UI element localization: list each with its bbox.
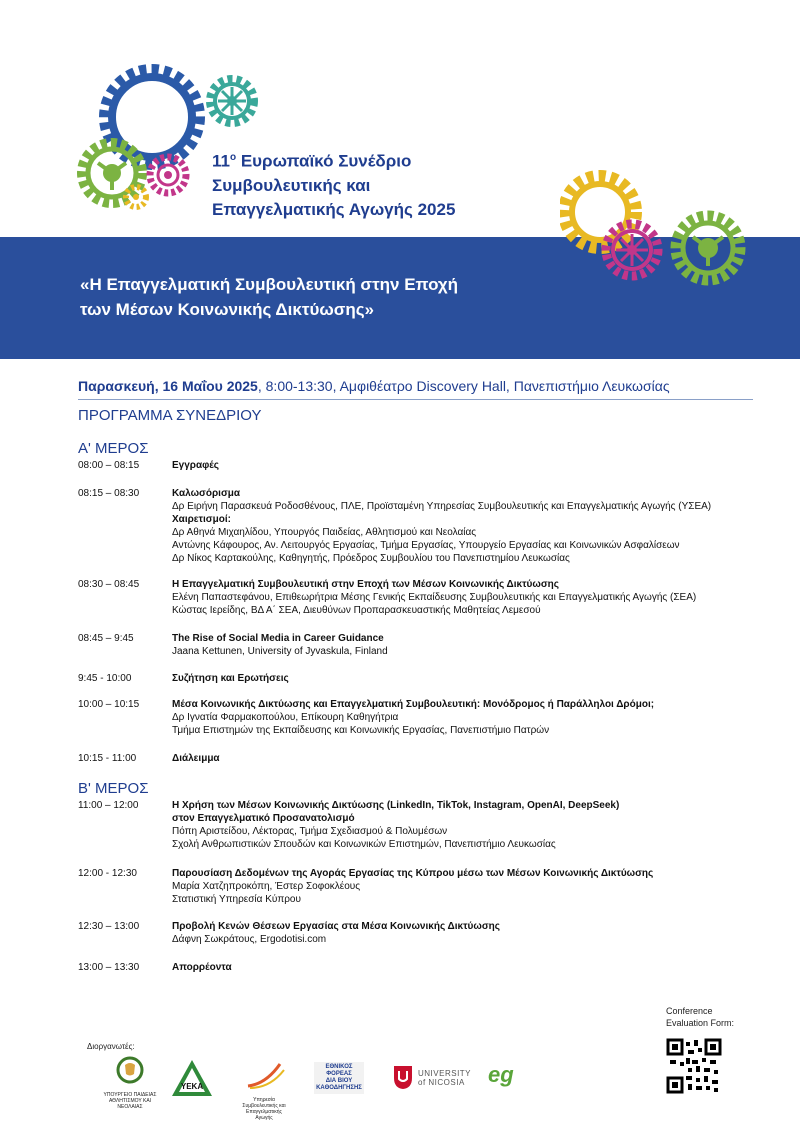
unic-text-2: of NICOSIA xyxy=(418,1078,465,1087)
speaker-line: Τμήμα Επιστημών της Εκπαίδευσης και Κοινωνικής Εργασίας, Πανεπιστήμιο Πατρών xyxy=(172,725,550,736)
gear-icon xyxy=(564,176,636,248)
speaker-line: Μαρία Χατζηπροκόπη, Έστερ Σοφοκλέους xyxy=(172,881,361,892)
event-time-venue: , 8:00-13:30, Αμφιθέατρο Discovery Hall, Πανεπιστήμιο Λευκωσίας xyxy=(257,378,670,394)
speaker-line: Δρ Αθηνά Μιχαηλίδου, Υπουργός Παιδείας, Αθλητισμού και Νεολαίας xyxy=(172,527,477,538)
session-title-cont: στον Επαγγελματικό Προσανατολισμό xyxy=(172,813,355,824)
swoosh-logo-icon xyxy=(240,1058,288,1092)
session-time: 9:45 - 10:00 xyxy=(78,673,132,684)
session-title: Παρουσίαση Δεδομένων της Αγοράς Εργασίας της Κύπρου μέσω των Μέσων Κοινωνικής Δικτύωσης xyxy=(172,868,654,879)
triangle-logo-icon xyxy=(170,1058,214,1098)
evaluation-label-line2: Evaluation Form: xyxy=(666,1018,735,1028)
organizers-label: Διοργανωτές: xyxy=(87,1042,135,1051)
gear-icon xyxy=(150,157,186,193)
gears-cluster-right xyxy=(560,170,760,290)
gear-icon xyxy=(210,79,254,123)
ysea-logo xyxy=(240,1058,288,1121)
speaker-line: Αντώνης Κάφουρος, Αν. Λειτουργός Εργασίας, Τμήμα Εργασίας, Υπουργείο Εργασίας και Κοινωνικών Ασφαλίσεων xyxy=(172,540,680,551)
session-time: 10:15 - 11:00 xyxy=(78,753,137,764)
evaluation-label-line1: Conference xyxy=(666,1006,713,1016)
theme-line1: «Η Επαγγελματική Συμβουλευτική στην Εποχή xyxy=(80,275,459,294)
speaker-line: Στατιστική Υπηρεσία Κύπρου xyxy=(172,894,301,905)
national-forum-logo xyxy=(314,1062,364,1094)
forum-text-4: ΚΑΘΟΔΗΓΗΣΗΣ xyxy=(316,1085,362,1091)
speaker-line: Πόπη Αριστείδου, Λέκτορας, Τμήμα Σχεδιασμού & Πολυμέσων xyxy=(172,826,448,837)
speaker-line: Ελένη Παπαστεφάνου, Επιθεωρήτρια Μέσης Γενικής Εκπαίδευσης Συμβουλευτικής και Επαγγελματικής Αγωγής (ΣΕΑ) xyxy=(172,592,697,603)
session-time: 12:30 – 13:00 xyxy=(78,921,140,932)
conference-title-line3: Επαγγελματικής Αγωγής 2025 xyxy=(212,199,456,219)
session-title: Μέσα Κοινωνικής Δικτύωσης και Επαγγελματική Συμβουλευτική: Μονόδρομος ή Παράλληλοι Δρόμοι; xyxy=(172,699,655,710)
speaker-line: Δρ Νίκος Καρτακούλης, Καθηγητής, Πρόεδρος Συμβουλίου του Πανεπιστημίου Λευκωσίας xyxy=(172,553,570,564)
conference-title xyxy=(212,146,455,222)
speaker-line: Δρ Ειρήνη Παρασκευά Ροδοσθένους, ΠΛΕ, Προϊσταμένη Υπηρεσίας Συμβουλευτικής και Επαγγελματικής Αγωγής (ΥΣΕΑ) xyxy=(172,501,712,512)
session-title: Διάλειμμα xyxy=(172,753,220,764)
conference-theme xyxy=(80,272,458,322)
evaluation-form-label xyxy=(666,1005,734,1029)
speaker-line: Δάφνη Σωκράτους, Ergodotisi.com xyxy=(172,934,327,945)
crest-icon xyxy=(100,1055,160,1087)
qr-code-icon[interactable] xyxy=(666,1038,722,1094)
theme-line2: των Μέσων Κοινωνικής Δικτύωσης» xyxy=(80,300,375,319)
session-title: Εγγραφές xyxy=(172,460,219,471)
euroguidance-logo xyxy=(488,1062,522,1090)
yeka-logo xyxy=(170,1058,214,1103)
session-title: Απορρέοντα xyxy=(172,962,232,973)
conference-title-line1: Ευρωπαϊκό Συνέδριο xyxy=(236,151,412,171)
session-title: Συζήτηση και Ερωτήσεις xyxy=(172,673,289,684)
forum-text-1: ΕΘΝΙΚΟΣ xyxy=(325,1064,353,1070)
gear-icon xyxy=(82,143,142,203)
part-a-heading: Α' ΜΕΡΟΣ xyxy=(78,440,149,457)
speaker-line: Σχολή Ανθρωπιστικών Σπουδών και Κοινωνικών Επιστημών, Πανεπιστήμιο Λευκωσίας xyxy=(172,839,556,850)
part-b-heading: Β' ΜΕΡΟΣ xyxy=(78,780,149,797)
ordinal-suffix: ο xyxy=(229,152,237,163)
conference-number: 11 xyxy=(212,151,230,171)
session-title: Καλωσόρισμα xyxy=(172,488,241,499)
conference-title-line2: Συμβουλευτικής και xyxy=(212,175,371,195)
session-time: 08:15 – 08:30 xyxy=(78,488,140,499)
session-time: 11:00 – 12:00 xyxy=(78,800,139,811)
speaker-line: Κώστας Ιερείδης, ΒΔ Α΄ ΣΕΑ, Διευθύνων Προπαρασκευαστικής Μαθητείας Λεμεσού xyxy=(172,605,541,616)
session-title: Προβολή Κενών Θέσεων Εργασίας στα Μέσα Κοινωνικής Δικτύωσης xyxy=(172,921,500,932)
ministry-logo xyxy=(100,1055,160,1110)
session-subtitle: Χαιρετισμοί: xyxy=(172,514,231,525)
session-title: The Rise of Social Media in Career Guidance xyxy=(172,633,384,644)
session-time: 12:00 - 12:30 xyxy=(78,868,137,879)
unic-text-1: UNIVERSITY xyxy=(418,1069,472,1078)
session-title: Η Χρήση των Μέσων Κοινωνικής Δικτύωσης (LinkedIn, TikTok, Instagram, OpenAI, DeepSeek) xyxy=(172,800,620,811)
program-title: ΠΡΟΓΡΑΜΜΑ ΣΥΝΕΔΡΙΟΥ xyxy=(78,407,262,424)
euroguidance-text: eg xyxy=(488,1062,514,1087)
forum-text-3: ΔΙΑ ΒΙΟΥ xyxy=(325,1078,353,1084)
divider xyxy=(78,399,753,400)
forum-text-2: ΦΟΡΕΑΣ xyxy=(326,1071,352,1077)
unic-shield-icon xyxy=(392,1064,414,1090)
session-time: 08:00 – 08:15 xyxy=(78,460,140,471)
yeka-logo-text: ΥΕΚΑ xyxy=(180,1082,204,1091)
gear-icon xyxy=(606,224,658,276)
session-time: 08:30 – 08:45 xyxy=(78,579,140,590)
ministry-logo-text: ΥΠΟΥΡΓΕΙΟ ΠΑΙΔΕΙΑΣ ΑΘΛΗΤΙΣΜΟΥ ΚΑΙ ΝΕΟΛΑΙΑΣ xyxy=(103,1092,157,1110)
speaker-line: Jaana Kettunen, University of Jyvaskula, Finland xyxy=(172,646,388,657)
session-time: 10:00 – 10:15 xyxy=(78,699,140,710)
session-time: 13:00 – 13:30 xyxy=(78,962,140,973)
event-date: Παρασκευή, 16 Μαΐου 2025 xyxy=(78,378,258,394)
session-time: 08:45 – 9:45 xyxy=(78,633,134,644)
gear-icon xyxy=(676,216,740,280)
speaker-line: Δρ Ιγνατία Φαρμακοπούλου, Επίκουρη Καθηγήτρια xyxy=(172,712,399,723)
date-venue-line xyxy=(78,378,670,394)
ysea-logo-text: Υπηρεσία Συμβουλευτικής και Επαγγελματικής Αγωγής xyxy=(242,1097,286,1121)
session-title: Η Επαγγελματική Συμβουλευτική στην Εποχή των Μέσων Κοινωνικής Δικτύωσης xyxy=(172,579,559,590)
